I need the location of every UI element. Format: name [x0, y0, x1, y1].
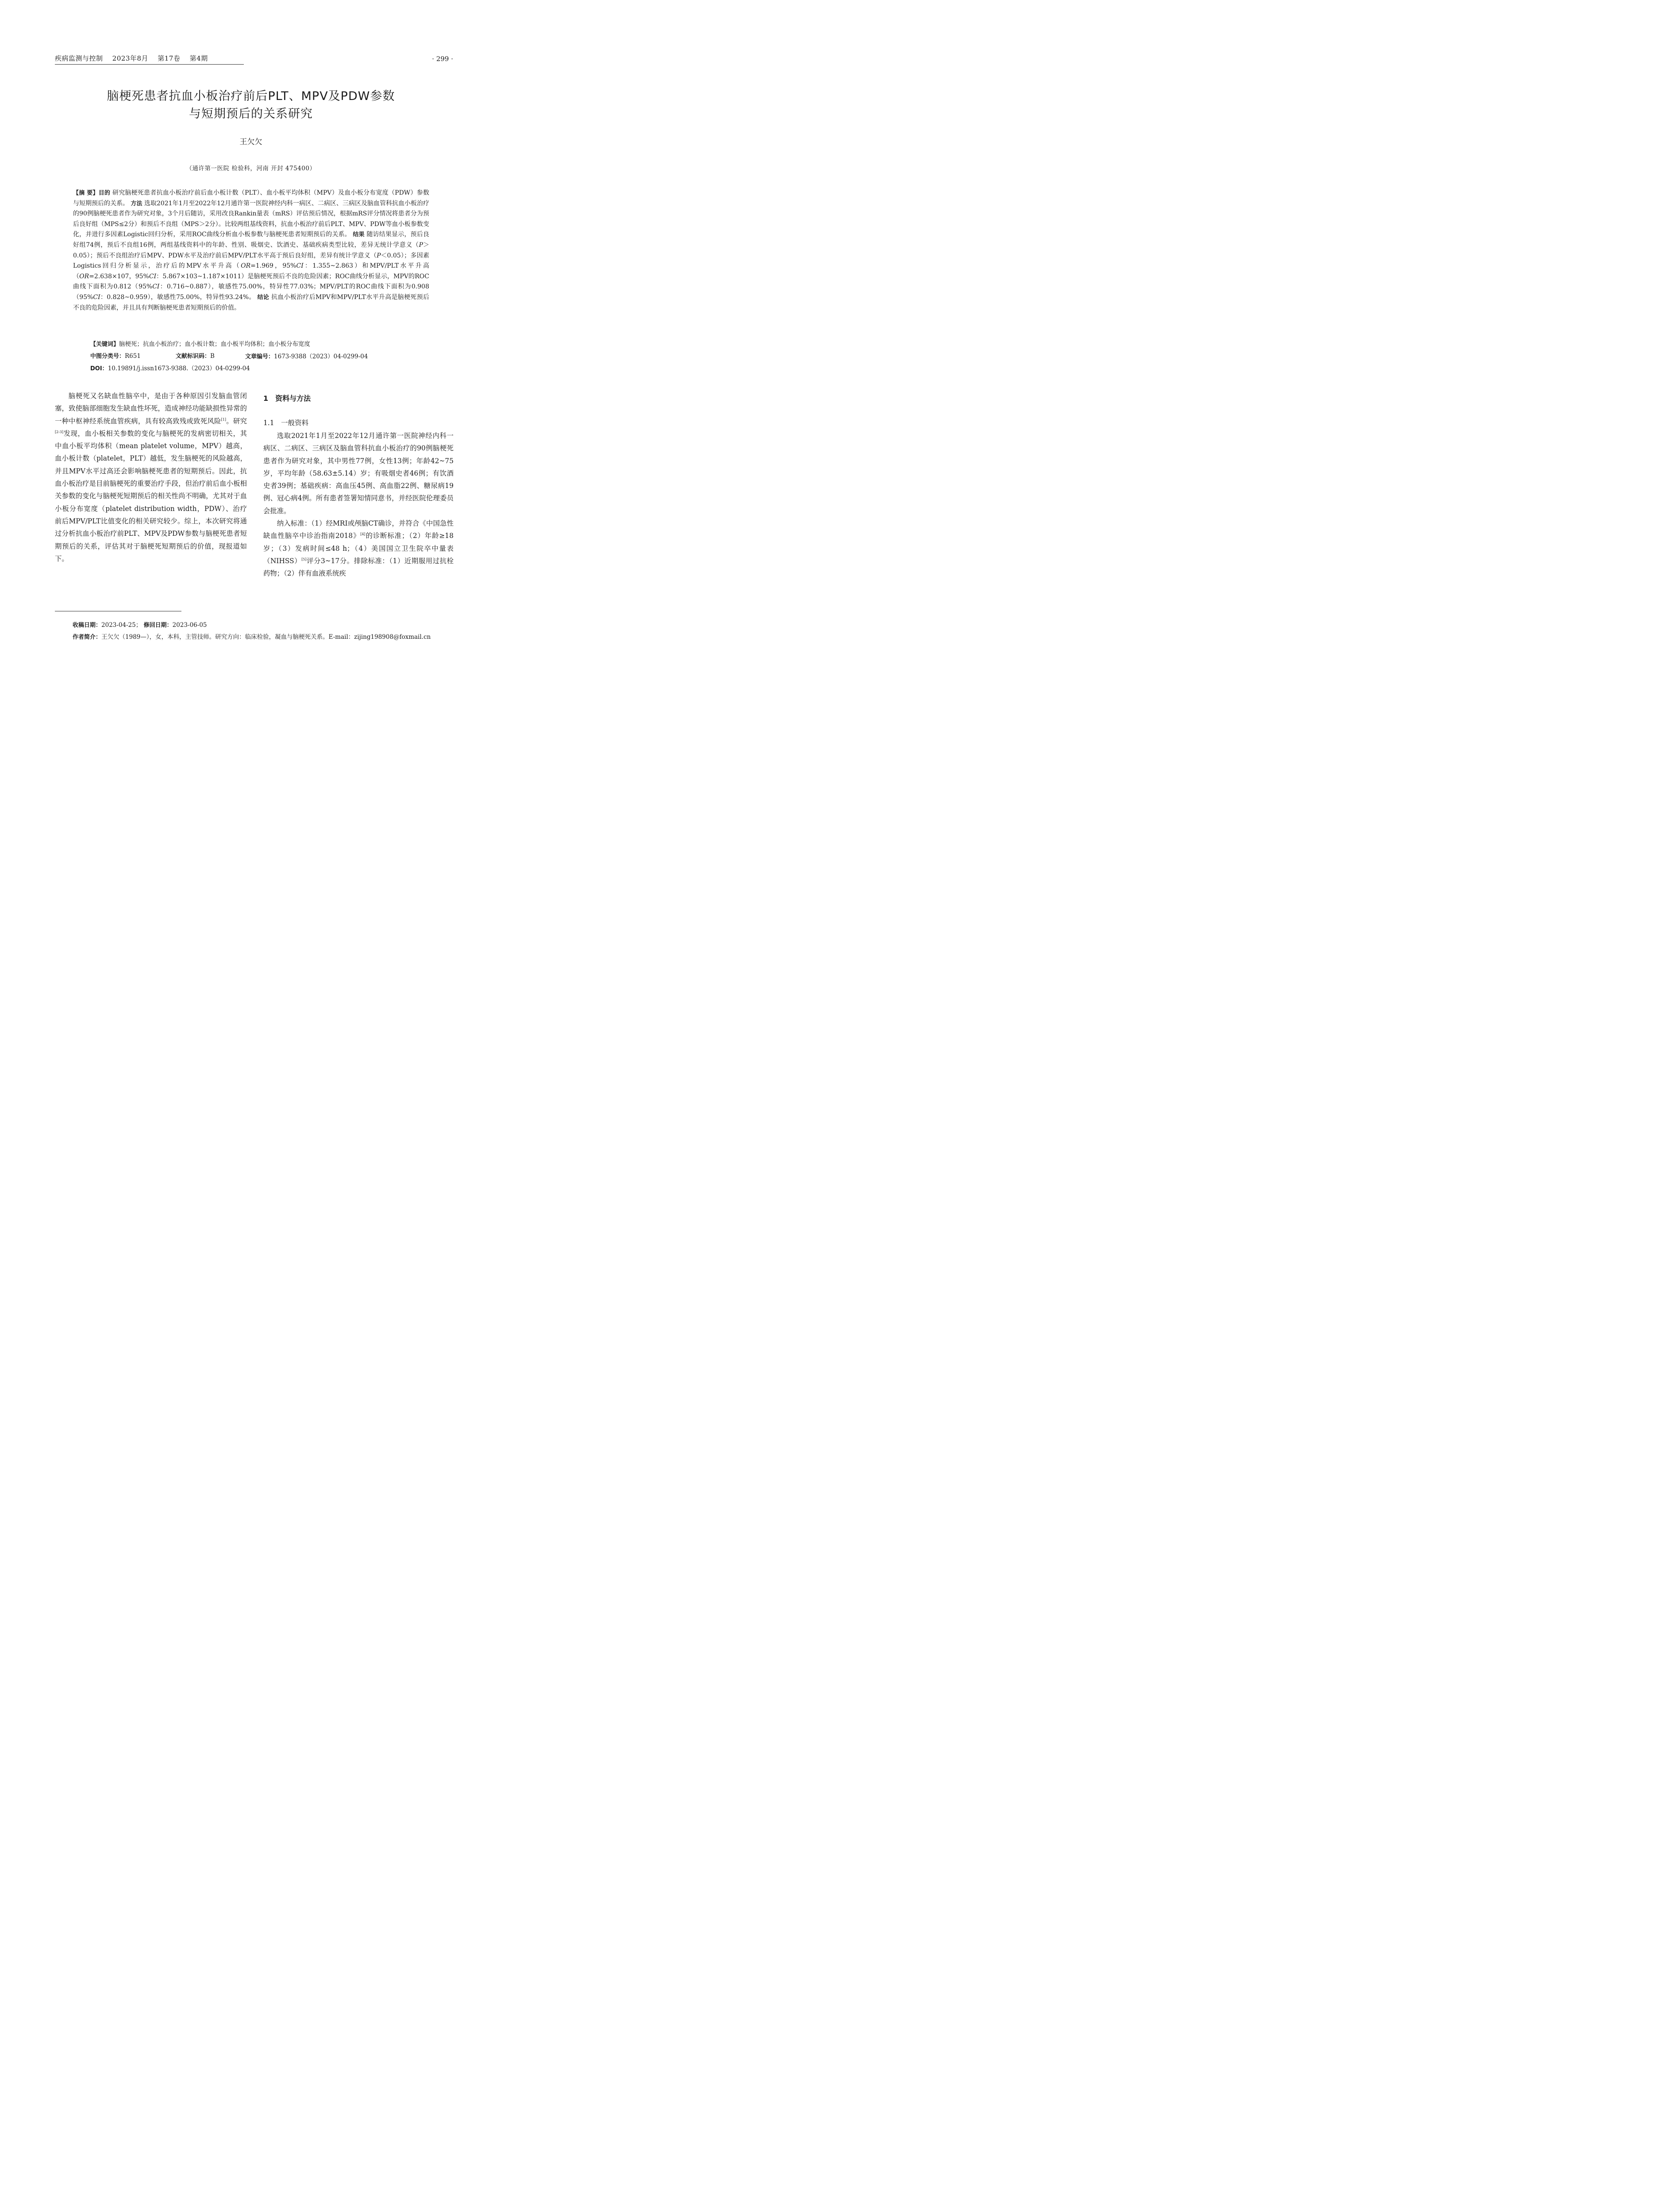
running-header [55, 54, 244, 63]
article-number-value: 1673-9388（2023）04-0299-04 [274, 353, 368, 360]
ci-symbol: CI [296, 262, 304, 270]
keywords [90, 339, 310, 348]
results-part: 随访结果显示，预后良好组74例，预后不良组16例，两组基线资料中的年龄、性别、吸烟史、饮酒史、基础疾病类型比较，差异无统计学意义（ [73, 231, 429, 249]
article-number [245, 351, 368, 360]
ci-symbol: CI [149, 273, 157, 280]
clc-label: 中图分类号： [90, 353, 125, 360]
clc-value: R651 [125, 353, 141, 360]
results-part: ＜0.05）；多因素Logistics回归分析显示，治疗后的MPV水平升高（ [73, 252, 429, 270]
criteria-paragraph [263, 517, 454, 580]
conclusion-text: 抗血小板治疗后MPV和MPV/PLT水平升高是脑梗死预后不良的危险因素，并且具有判断脑梗死患者短期预后的价值。 [73, 293, 429, 311]
author-affiliation: （通许第一医院 检验科，河南 开封 475400） [186, 165, 316, 172]
subsection-heading: 1.1 一般资料 [263, 419, 309, 427]
left-column [55, 390, 247, 565]
citation: [2-3] [55, 430, 64, 434]
journal-name: 疾病监测与控制 [55, 54, 103, 62]
intro-paragraph [55, 390, 247, 565]
received-label: 收稿日期： [73, 622, 102, 629]
methods-label: 方法 [131, 200, 142, 207]
article-title [58, 88, 444, 123]
citation: [1] [221, 417, 227, 422]
abstract-label: 【摘 要】 [73, 190, 99, 196]
or-symbol: OR [79, 273, 89, 280]
citation: [5] [301, 557, 307, 561]
objective-label: 目的 [98, 190, 111, 196]
results-part: ＞0.05）；预后不良组治疗后MPV、PDW水平及治疗前后MPV/PLT水平高于预后良好组，差异有统计学意义（ [73, 241, 429, 259]
results-label: 结果 [353, 231, 365, 238]
criteria-text: 纳入标准：（1）经MRI或颅脑CT确诊，并符合《中国急性缺血性脑卒中诊治指南2018》 [263, 519, 454, 540]
doc-code-value: B [210, 353, 215, 360]
page-number: · 299 · [432, 55, 453, 63]
bio-label: 作者简介： [73, 634, 102, 641]
title-line-2: 与短期预后的关系研究 [189, 107, 313, 121]
received-date: 2023-04-25； [101, 622, 142, 629]
document-code [176, 351, 215, 360]
results-part: =1.969，95% [250, 262, 296, 270]
right-column [263, 430, 454, 580]
intro-text: 脑梗死又名缺血性脑卒中，是由于各种原因引发脑血管闭塞，致使脑部细胞发生缺血性坏死，造成神经功能缺损性异常的一种中枢神经系统血管疾病，具有较高致残或致死风险 [55, 392, 247, 425]
results-part: =2.638×107，95% [89, 273, 149, 280]
p-symbol: P [377, 252, 381, 259]
clc-number [90, 351, 141, 360]
doi [90, 363, 250, 372]
issue: 第4期 [189, 54, 208, 62]
journal-page [0, 0, 502, 685]
criteria-text: 评分3~17分。排除标准：（1）近期服用过抗栓药物；（2）伴有血液系统疾 [263, 557, 454, 578]
article-number-label: 文章编号： [245, 353, 274, 360]
general-paragraph: 选取2021年1月至2022年12月通许第一医院神经内科一病区、二病区、三病区及脑血管科抗血小板治疗的90例脑梗死患者作为研究对象，其中男性77例，女性13例；年龄42~75岁，平均年龄（58.63±5.14）岁；有吸烟史者46例；有饮酒史者39例；基础疾病：高血压45例、高血脂22例、糖尿病19例、冠心病4例。所有患者签署知情同意书，并经医院伦理委员会批准。 [263, 432, 454, 515]
abstract [73, 188, 429, 313]
doi-value: 10.19891/j.issn1673-9388.（2023）04-0299-04 [108, 365, 250, 372]
title-line-1: 脑梗死患者抗血小板治疗前后PLT、MPV及PDW参数 [107, 89, 395, 103]
ci-symbol: CI [152, 283, 160, 291]
intro-text: 发现，血小板相关参数的变化与脑梗死的发病密切相关，其中血小板平均体积（mean platelet volume，MPV）越高，血小板计数（platelet，PLT）越低，发生脑梗死的风险越高，并且MPV水平过高还会影响脑梗死患者的短期预后。因此，抗血小板治疗是目前脑梗死的重要治疗手段，但治疗前后血小板相关参数的变化与脑梗死短期预后的相关性尚不明确，尤其对于血小板分布宽度（platelet distribution width，PDW）、治疗前后MPV/PLT比值变化的相关研究较少。综上，本次研究将通过分析抗血小板治疗前PLT、MPV及PDW参数与脑梗死患者短期预后的关系，评估其对于脑梗死短期预后的价值，现报道如下。 [55, 429, 247, 563]
received-dates [73, 620, 207, 629]
methods-text: 选取2021年1月至2022年12月通许第一医院神经内科一病区、二病区、三病区及脑血管科抗血小板治疗的90例脑梗死患者作为研究对象，3个月后随访，采用改良Rankin量表（mRS）评估预后情况，根据mRS评分情况将患者分为预后良好组（MPS≤2分）和预后不良组（MPS＞2分）。比较两组基线资料，抗血小板治疗前后PLT、MPV、PDW等血小板参数变化，并进行多因素Logistic回归分析，采用ROC曲线分析血小板参数与脑梗死患者短期预后的关系。 [73, 200, 429, 238]
author-bio [73, 632, 431, 641]
doi-label: DOI： [90, 365, 108, 372]
revised-date: 2023-06-05 [172, 622, 207, 629]
criteria-text: 的诊断标准；（2）年龄≥18岁；（3）发病时间≤48 h；（4）美国国立卫生院卒中量表（NIHSS） [263, 532, 454, 565]
results-part: ：5.867×103~1.187×1011）是脑梗死预后不良的危险因素；ROC曲线分析显示，MPV的ROC曲线下面积为0.812（95% [73, 273, 430, 291]
section-heading: 1 资料与方法 [263, 394, 311, 403]
p-symbol: P [419, 241, 423, 249]
ci-symbol: CI [93, 293, 100, 301]
revised-label: 修回日期： [143, 622, 173, 629]
results-part: ：0.716~0.887），敏感性75.00%，特异性77.03%；MPV/PLT的ROC曲线下面积为0.908（95% [73, 283, 429, 301]
header-rule [55, 64, 244, 65]
intro-text: 。研究 [226, 417, 247, 425]
bio-text: 王欠欠（1989—），女，本科，主管技师。研究方向：临床检验，凝血与脑梗死关系。E-mail：zijing198908@foxmail.cn [101, 634, 431, 641]
author-name: 王欠欠 [239, 138, 262, 146]
results-part: ：1.355~2.863）和MPV/PLT水平升高（ [73, 262, 429, 280]
or-symbol: OR [241, 262, 251, 270]
results-part: ：0.828~0.959），敏感性75.00%，特异性93.24%。 [100, 293, 255, 301]
results-text [73, 231, 429, 301]
citation: [4] [360, 532, 365, 537]
doc-code-label: 文献标识码： [176, 353, 211, 360]
volume: 第17卷 [158, 54, 181, 62]
keywords-label: 【关键词】 [90, 341, 119, 348]
conclusion-label: 结论 [257, 294, 269, 301]
objective-text: 研究脑梗死患者抗血小板治疗前后血小板计数（PLT）、血小板平均体积（MPV）及血小板分布宽度（PDW）参数与短期预后的关系。 [73, 189, 429, 207]
issue-date: 2023年8月 [112, 54, 149, 62]
keywords-text: 脑梗死；抗血小板治疗；血小板计数；血小板平均体积；血小板分布宽度 [119, 341, 311, 348]
